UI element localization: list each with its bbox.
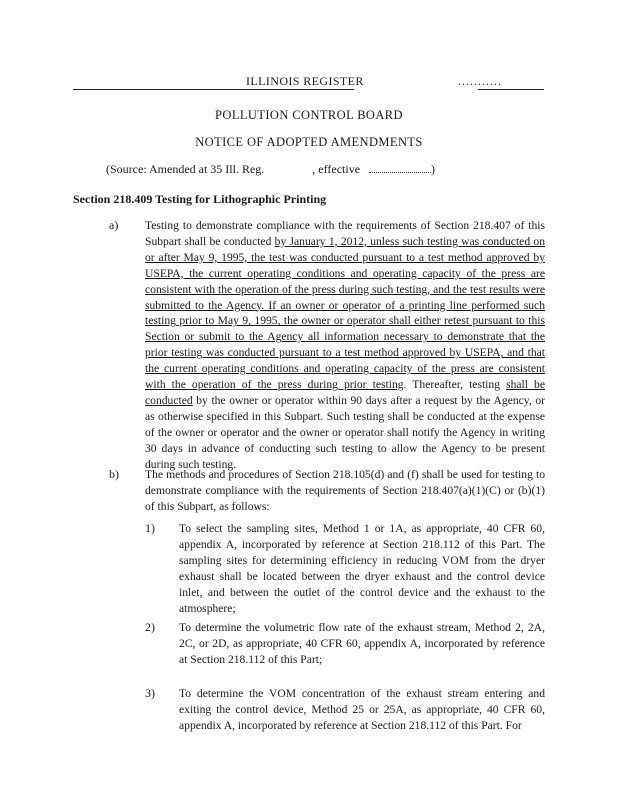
source-effective: , effective <box>312 162 361 176</box>
header-rule-left <box>73 89 354 90</box>
subsection-b-label: b) <box>109 467 119 481</box>
source-note <box>106 162 435 177</box>
subsection-a-text-3: by the owner or operator within 90 days after a request by the Agency, or as otherwise specified in this Subpart. Such testing shall be conducted at the expense of the owner or operator and the owner or operator shall notify the Agency in writing 30 days in advance of conducting such testing to allow the Agency to be present during such testing. <box>145 393 545 471</box>
source-prefix: (Source: Amended at 35 Ill. Reg. <box>106 162 265 176</box>
subsection-a-label: a) <box>109 218 119 232</box>
item-1-label: 1) <box>145 521 155 535</box>
item-3-label: 3) <box>145 686 155 700</box>
subsection-a-text-1: Testing to demonstrate compliance with the requirements of Section 218.407 of this Subpart shall be conducted <box>145 219 545 248</box>
subsection-a-amended-text-2: shall be conducted <box>145 378 545 407</box>
header-dots: ........... <box>458 74 502 88</box>
item-2-text: To determine the volumetric flow rate of the exhaust stream, Method 2, 2A, 2C, or 2D, as appropriate, 40 CFR 60, appendix A, incorporated by reference at Section 218.112 of this Part; <box>179 621 545 666</box>
item-3-text: To determine the VOM concentration of the exhaust stream entering and exiting the control device, Method 25 or 25A, as appropriate, 40 CFR 60, appendix A, incorporated by reference at Section 218.112 of this Part. For <box>179 687 545 732</box>
notice-title: NOTICE OF ADOPTED AMENDMENTS <box>195 135 423 149</box>
register-title: ILLINOIS REGISTER <box>246 74 364 88</box>
item-2-label: 2) <box>145 620 155 634</box>
effective-date-blank <box>369 162 431 173</box>
subsection-a-text <box>145 218 545 473</box>
item-1-text: To select the sampling sites, Method 1 or 1A, as appropriate, 40 CFR 60, appendix A, incorporated by reference at Section 218.112 of this Part. The sampling sites for determining efficiency in reducing VOM from the dryer exhaust shall be located between the dryer exhaust and the control device inlet, and between the outlet of the control device and the exhaust to the atmosphere; <box>179 522 545 615</box>
section-heading: Section 218.409 Testing for Lithographic Printing <box>73 192 327 206</box>
source-suffix: ) <box>431 162 436 176</box>
agency-name: POLLUTION CONTROL BOARD <box>215 108 403 122</box>
subsection-a-text-2: . Thereafter, testing <box>403 378 507 392</box>
subsection-b-text: The methods and procedures of Section 218.105(d) and (f) shall be used for testing to demonstrate compliance with the requirements of Section 218.407(a)(1)(C) or (b)(1) of this Subpart, as follows: <box>145 468 545 513</box>
header-rule-right <box>478 89 544 90</box>
subsection-a-amended-text: by January 1, 2012, unless such testing was conducted on or after May 9, 1995, the test was conducted pursuant to a test method approved by USEPA, the current operating conditions and operating capacity of the press are consistent with the operation of the press during such testing, and the test results were submitted to the Agency. If an owner or operator of a printing line performed such testing prior to May 9, 1995, the owner or operator shall either retest pursuant to this Section or submit to the Agency all information necessary to demonstrate that the prior testing was conducted pursuant to a test method approved by USEPA, and that the current operating conditions and operating capacity of the press are consistent with the operation of the press during prior testing <box>145 234 545 392</box>
